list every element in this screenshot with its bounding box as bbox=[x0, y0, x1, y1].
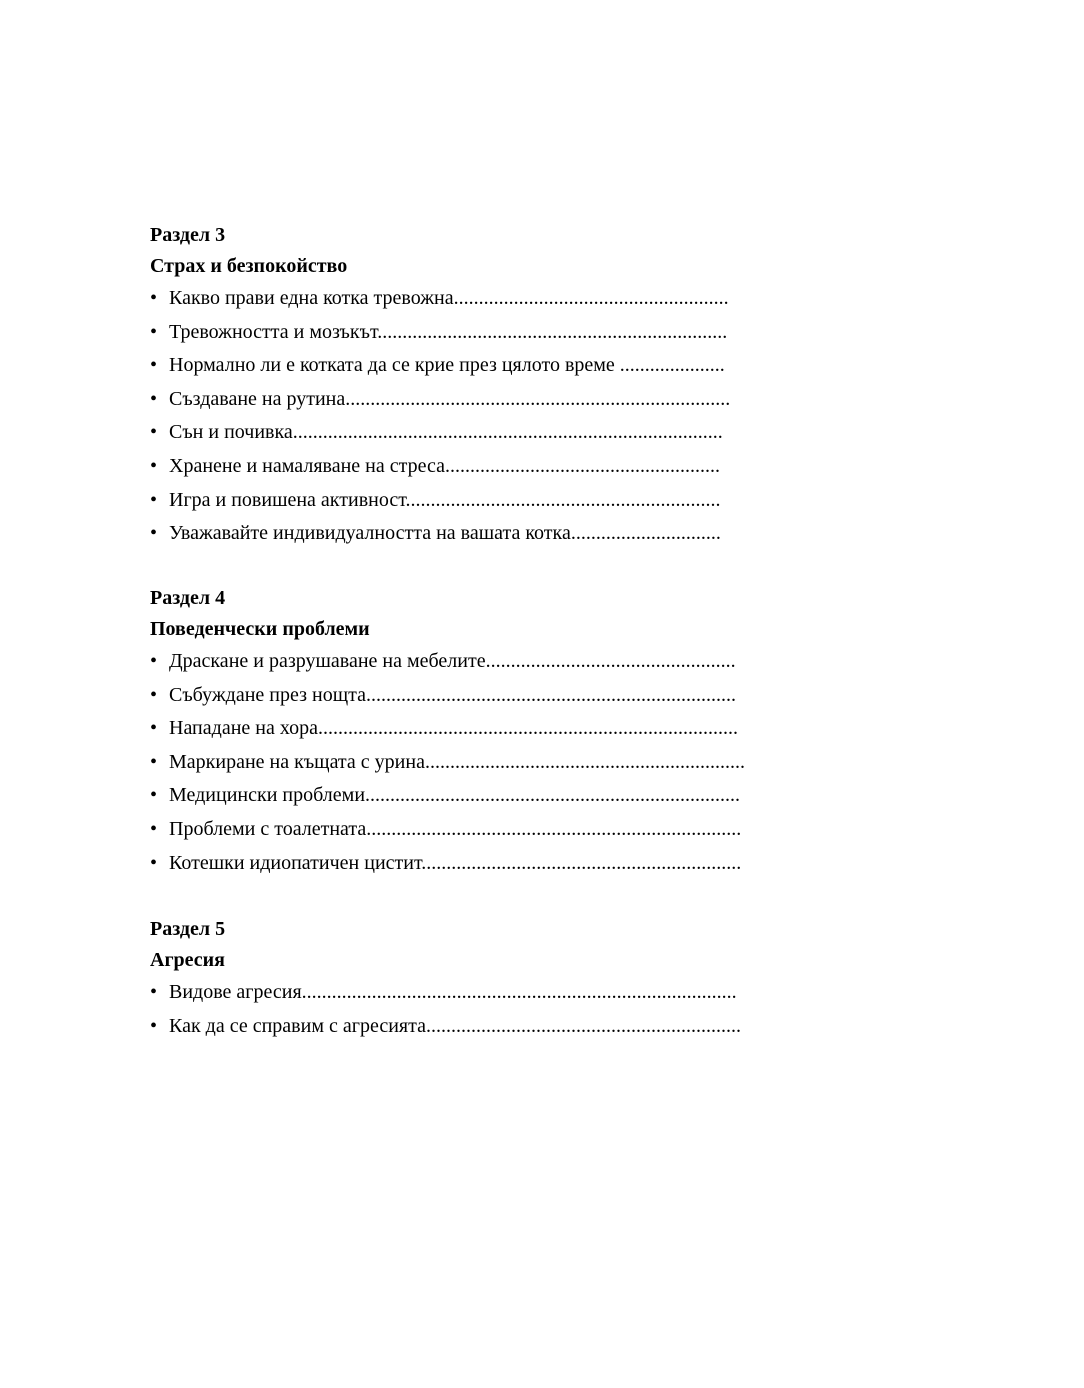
bullet-icon: • bbox=[150, 320, 158, 343]
toc-item bbox=[150, 316, 830, 350]
toc-item-label: Маркиране на къщата с урина................................................................ bbox=[169, 750, 745, 773]
toc-item bbox=[150, 813, 830, 847]
section-5 bbox=[150, 914, 830, 1043]
toc-item-label: Нападане на хора.................................................................................... bbox=[169, 717, 738, 740]
bullet-icon: • bbox=[150, 817, 158, 840]
toc-item bbox=[150, 416, 830, 450]
toc-item-label: Уважавайте индивидуалността на вашата котка.............................. bbox=[169, 522, 721, 545]
section-number: Раздел 4 bbox=[150, 587, 226, 609]
toc-item bbox=[150, 349, 830, 383]
toc-item bbox=[150, 517, 830, 551]
bullet-icon: • bbox=[150, 287, 158, 309]
toc-item-label: Драскане и разрушаване на мебелите.................................................. bbox=[169, 650, 736, 672]
bullet-icon: • bbox=[150, 488, 158, 511]
toc-item bbox=[150, 1010, 830, 1044]
bullet-icon: • bbox=[150, 522, 158, 545]
section-title: Поведенчески проблеми bbox=[150, 618, 370, 640]
toc-item bbox=[150, 679, 830, 713]
bullet-icon: • bbox=[150, 717, 158, 740]
toc-item bbox=[150, 712, 830, 746]
toc-item bbox=[150, 645, 830, 679]
toc-list bbox=[150, 282, 830, 551]
toc-item-label: Проблеми с тоалетната........................................................................... bbox=[169, 817, 742, 840]
toc-list bbox=[150, 976, 830, 1043]
bullet-icon: • bbox=[150, 851, 158, 874]
toc-item bbox=[150, 746, 830, 780]
toc-item-label: Игра и повишена активност............................................................... bbox=[169, 488, 721, 511]
toc-item-label: Сън и почивка...................................................................................... bbox=[169, 421, 723, 444]
bullet-icon: • bbox=[150, 354, 158, 377]
section-number: Раздел 5 bbox=[150, 918, 226, 940]
toc-item-label: Как да се справим с агресията............................................................... bbox=[169, 1014, 741, 1037]
bullet-icon: • bbox=[150, 650, 158, 672]
toc-item bbox=[150, 484, 830, 518]
toc-list bbox=[150, 645, 830, 880]
section-number: Раздел 3 bbox=[150, 224, 226, 246]
toc-item-label: Котешки идиопатичен цистит................................................................ bbox=[169, 851, 742, 874]
toc-item-label: Хранене и намаляване на стреса....................................................... bbox=[169, 454, 720, 477]
toc-item-label: Медицински проблеми........................................................................... bbox=[169, 784, 741, 807]
bullet-icon: • bbox=[150, 683, 158, 706]
bullet-icon: • bbox=[150, 421, 158, 444]
toc-item bbox=[150, 976, 830, 1010]
section-3 bbox=[150, 220, 830, 551]
section-4 bbox=[150, 583, 830, 880]
toc-item-label: Видове агресия....................................................................................... bbox=[169, 981, 737, 1003]
toc-item bbox=[150, 779, 830, 813]
section-title: Агресия bbox=[150, 949, 225, 971]
toc-item bbox=[150, 450, 830, 484]
toc-item bbox=[150, 383, 830, 417]
bullet-icon: • bbox=[150, 1014, 158, 1037]
toc-item-label: Какво прави една котка тревожна....................................................... bbox=[169, 287, 729, 309]
toc-item-label: Тревожността и мозъкът...................................................................... bbox=[169, 320, 728, 343]
toc-item bbox=[150, 282, 830, 316]
bullet-icon: • bbox=[150, 454, 158, 477]
bullet-icon: • bbox=[150, 387, 158, 410]
bullet-icon: • bbox=[150, 750, 158, 773]
bullet-icon: • bbox=[150, 784, 158, 807]
toc-item-label: Нормално ли е котката да се крие през цялото време ..................... bbox=[169, 354, 725, 377]
bullet-icon: • bbox=[150, 981, 158, 1003]
section-title: Страх и безпокойство bbox=[150, 255, 348, 277]
toc-item-label: Събуждане през нощта.......................................................................... bbox=[169, 683, 736, 706]
toc-item bbox=[150, 847, 830, 881]
toc-item-label: Създаване на рутина............................................................................. bbox=[169, 387, 731, 410]
